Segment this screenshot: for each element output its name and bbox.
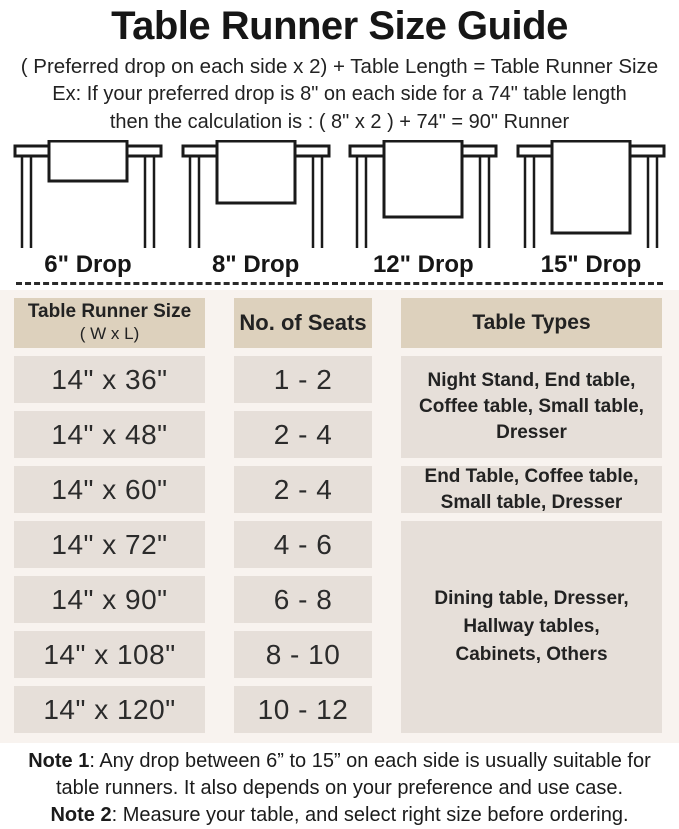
seats-cell: 2 - 4 [234,411,372,458]
seats-cell: 10 - 12 [234,686,372,733]
runner-size-cell: 14" x 60" [14,466,205,513]
header-runner-size [14,298,205,348]
runner-size-cell: 14" x 108" [14,631,205,678]
table-runner-6-drop-icon [12,140,164,250]
seats-cell: 4 - 6 [234,521,372,568]
table-runner-15-drop-icon [515,140,667,250]
header-runner-size-sub: ( W x L) [79,324,140,343]
notes [0,748,679,829]
drop-label-8: 8" Drop [211,251,300,278]
drop-illustration-15 [511,140,671,279]
seats-cell: 8 - 10 [234,631,372,678]
note-2-text: : Measure your table, and select right size before ordering. [111,804,629,826]
table-types-cell-medium: End Table, Coffee table, Small table, Dresser [401,466,662,513]
example-line-2: then the calculation is : ( 8" x 2 ) + 74" = 90" Runner [109,111,570,133]
runner-size-cell: 14" x 90" [14,576,205,623]
runner-size-cell: 14" x 36" [14,356,205,403]
seats-cell: 2 - 4 [234,466,372,513]
runner-size-cell: 14" x 48" [14,411,205,458]
drop-illustration-6 [8,140,168,279]
example-line-1: Ex: If your preferred drop is 8" on each side for a 74" table length [52,83,627,105]
drop-illustration-8 [176,140,336,279]
header-seats: No. of Seats [234,298,372,348]
note-1-label: Note 1 [28,750,90,772]
table-types-cell-large: Dining table, Dresser, Hallway tables, Cabinets, Others [401,521,662,733]
runner-size-cell: 14" x 72" [14,521,205,568]
page-title: Table Runner Size Guide [111,4,568,48]
seats-cell: 1 - 2 [234,356,372,403]
drop-label-12: 12" Drop [372,251,474,278]
header-table-types: Table Types [401,298,662,348]
drop-illustration-12 [343,140,503,279]
dashed-divider [16,282,663,285]
header-runner-size-label: Table Runner Size [27,301,192,322]
table-runner-12-drop-icon [347,140,499,250]
note-2-label: Note 2 [50,804,112,826]
note-2 [6,802,673,829]
note-1 [6,748,673,802]
note-1-text: : Any drop between 6” to 15” on each side is usually suitable for table runners. It also depends on your preference and use case. [55,750,651,799]
drop-label-15: 15" Drop [540,251,642,278]
seats-cell: 6 - 8 [234,576,372,623]
table-types-cell-small: Night Stand, End table, Coffee table, Small table, Dresser [401,356,662,458]
table-runner-8-drop-icon [180,140,332,250]
size-table-section [0,290,679,743]
size-table [14,298,664,733]
runner-size-cell: 14" x 120" [14,686,205,733]
drop-label-6: 6" Drop [44,251,132,278]
drop-illustrations [0,136,679,279]
formula-text: ( Preferred drop on each side x 2) + Table Length = Table Runner Size [20,55,659,78]
